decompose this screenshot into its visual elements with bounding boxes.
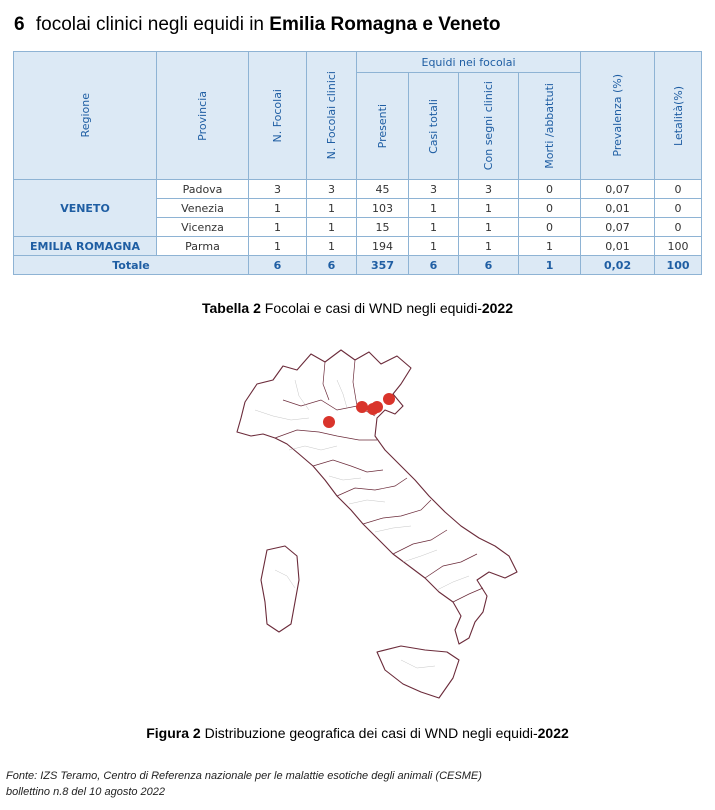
header-letalita: Letalità(%) [655,52,702,180]
total-focolai: 6 [249,256,307,275]
total-casi: 6 [409,256,459,275]
title-bold: Emilia Romagna e Veneto [269,14,501,35]
marker-padova-2 [371,401,383,413]
header-n-focolai-clinici: N. Focolai clinici [307,52,357,180]
cell-clinici: 1 [307,218,357,237]
figure-caption [0,725,715,741]
cell-prevalenza: 0,07 [581,218,655,237]
header-provincia: Provincia [157,52,249,180]
italy-map [225,340,525,720]
cell-morti: 0 [519,218,581,237]
cell-clinici: 3 [307,180,357,199]
sardinia [261,546,299,632]
caption-year: 2022 [481,300,514,316]
caption-text: Focolai e casi di WND negli equidi- [260,300,482,316]
marker-venezia [383,393,395,405]
table-row [14,180,702,199]
caption-label: Tabella 2 [201,300,261,316]
sicily [377,646,459,698]
cell-segni: 1 [459,218,519,237]
header-regione: Regione [14,52,157,180]
source-line-1: Fonte: IZS Teramo, Centro di Referenza nazionale per le malattie esotiche degli animali (CESME) [6,770,482,782]
cell-casi: 1 [409,237,459,256]
cell-morti: 1 [519,237,581,256]
cell-letalita: 0 [655,199,702,218]
table-caption [0,300,715,316]
source-note [6,768,482,800]
cell-presenti: 15 [357,218,409,237]
cell-focolai: 1 [249,199,307,218]
cell-morti: 0 [519,180,581,199]
header-morti: Morti /abbattuti [519,73,581,180]
cell-provincia: Parma [157,237,249,256]
total-prevalenza: 0,02 [581,256,655,275]
total-row [14,256,702,275]
header-con-segni: Con segni clinici [459,73,519,180]
cell-presenti: 194 [357,237,409,256]
table-row [14,237,702,256]
cell-presenti: 103 [357,199,409,218]
header-presenti: Presenti [357,73,409,180]
page-title [14,14,501,36]
cell-clinici: 1 [307,237,357,256]
total-clinici: 6 [307,256,357,275]
title-text: focolai clinici negli equidi in [35,14,264,35]
total-morti: 1 [519,256,581,275]
wnd-table [13,51,702,275]
caption-text: Distribuzione geografica dei casi di WND negli equidi- [200,725,538,741]
cell-provincia: Padova [157,180,249,199]
cell-letalita: 0 [655,218,702,237]
cell-focolai: 1 [249,218,307,237]
total-letalita: 100 [655,256,702,275]
header-equidi-group: Equidi nei focolai [357,52,581,73]
cell-provincia: Venezia [157,199,249,218]
cell-focolai: 1 [249,237,307,256]
cell-prevalenza: 0,01 [581,199,655,218]
region-emilia-romagna: EMILIA ROMAGNA [14,237,157,256]
cell-prevalenza: 0,01 [581,237,655,256]
section-number: 6 [14,14,25,35]
total-presenti: 357 [357,256,409,275]
cell-letalita: 0 [655,180,702,199]
header-n-focolai: N. Focolai [249,52,307,180]
cell-presenti: 45 [357,180,409,199]
marker-parma [323,416,335,428]
caption-label: Figura 2 [146,725,201,741]
cell-focolai: 3 [249,180,307,199]
cell-letalita: 100 [655,237,702,256]
cell-casi: 1 [409,218,459,237]
cell-prevalenza: 0,07 [581,180,655,199]
cell-morti: 0 [519,199,581,218]
cell-clinici: 1 [307,199,357,218]
cell-casi: 3 [409,180,459,199]
header-casi-totali: Casi totali [409,73,459,180]
header-prevalenza: Prevalenza (%) [581,52,655,180]
total-segni: 6 [459,256,519,275]
caption-year: 2022 [537,725,569,741]
cell-provincia: Vicenza [157,218,249,237]
cell-segni: 1 [459,199,519,218]
cell-segni: 3 [459,180,519,199]
marker-vicenza [356,401,368,413]
total-label: Totale [14,256,249,275]
cell-segni: 1 [459,237,519,256]
region-veneto: VENETO [14,180,157,237]
cell-casi: 1 [409,199,459,218]
source-line-2: bollettino n.8 del 10 agosto 2022 [6,786,166,798]
